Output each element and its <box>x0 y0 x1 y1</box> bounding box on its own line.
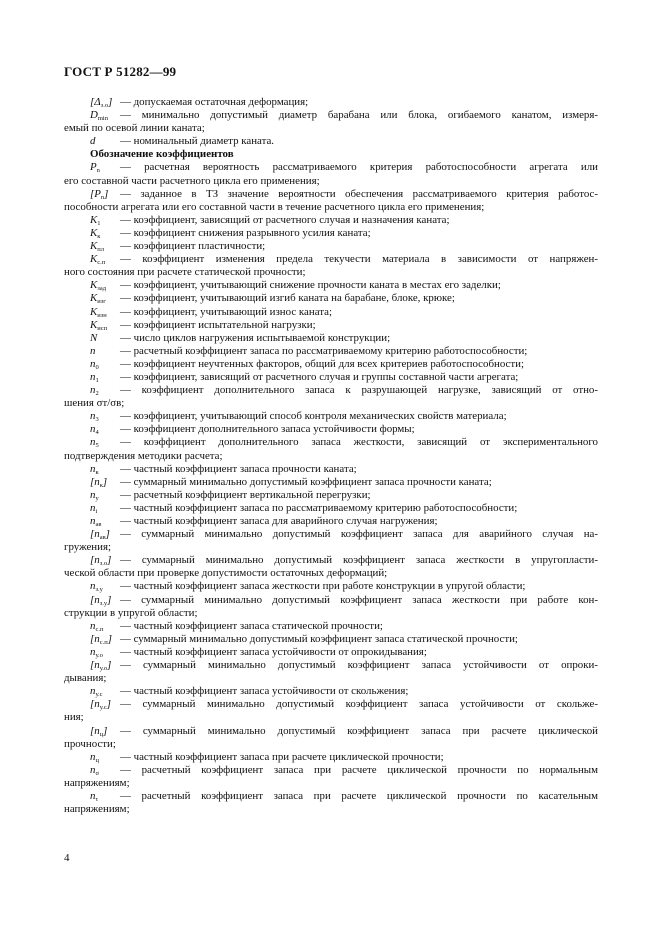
definition-text: — суммарный минимально допустимый коэффициент запаса жесткости в упругопласти- <box>120 554 598 567</box>
definition-text: — коэффициент, учитывающий изгиб каната на барабане, блоке, крюке; <box>120 292 455 305</box>
definition-text: — расчетный коэффициент запаса по рассматриваемому критерию работоспособности; <box>120 344 528 357</box>
definition-text: — коэффициент, зависящий от расчетного случая и группы составной части агрегата; <box>120 370 519 383</box>
definition-text: — коэффициент, учитывающий снижение прочности каната в местах его заделки; <box>120 279 501 292</box>
symbol: $n_0$ <box>90 357 99 371</box>
symbol: $[n_{з.у}]$ <box>90 593 112 607</box>
symbol: $n_{с.п}$ <box>90 619 104 633</box>
definition-text: — коэффициент испытательной нагрузки; <box>120 318 316 331</box>
definition-text: — коэффициент снижения разрывного усилия каната; <box>120 226 371 239</box>
definition-continuation: ческой области при проверке допустимости остаточных деформаций; <box>64 567 388 580</box>
symbol: $[n_{у.с}]$ <box>90 698 112 712</box>
symbol: $n_{у.с}$ <box>90 685 103 699</box>
definition-line <box>64 725 598 738</box>
definition-text: — суммарный минимально допустимый коэффициент запаса при расчете циклической <box>120 724 598 737</box>
definition-line <box>64 345 598 358</box>
definition-text: — частный коэффициент запаса устойчивости от опрокидывания; <box>120 645 427 658</box>
definition-text: — минимально допустимый диаметр барабана или блока, огибаемого канатом, измеря- <box>120 109 598 122</box>
definition-text: — частный коэффициент запаса статической прочности; <box>120 619 383 632</box>
symbol: $n_3$ <box>90 410 99 424</box>
definition-text: — суммарный минимально допустимый коэффициент запаса устойчивости от скольже- <box>120 698 598 711</box>
symbol: $n_1$ <box>90 370 99 384</box>
definition-text: — расчетная вероятность рассматриваемого критерия работоспособности агрегата или <box>120 161 598 174</box>
definition-line <box>64 109 598 122</box>
definition-text: — коэффициент неучтенных факторов, общий для всех критериев работоспособности; <box>120 357 524 370</box>
symbol: $[n_ц]$ <box>90 724 108 738</box>
symbol: $n_i$ <box>90 501 98 515</box>
definition-line <box>64 580 598 593</box>
definition-text: — коэффициент, учитывающий способ контроля механических свойств материала; <box>120 410 507 423</box>
definition-text: — суммарный минимально допустимый коэффициент запаса устойчивости от опроки- <box>120 659 598 672</box>
definition-continuation: прочности; <box>64 737 116 750</box>
definition-text: — расчетный коэффициент запаса при расчете циклической прочности по нормальным <box>120 763 598 776</box>
definition-line <box>64 358 598 371</box>
symbol: $[n_{у.о}]$ <box>90 659 112 673</box>
definition-line <box>64 633 598 646</box>
definition-line <box>64 463 598 476</box>
definition-text: — суммарный минимально допустимый коэффициент запаса для аварийного случая на- <box>120 528 598 541</box>
definition-continuation: шения σт/σв; <box>64 397 125 410</box>
definition-text: — коэффициент дополнительного запаса жесткости, зависящий от экспериментального <box>120 436 598 449</box>
definition-line <box>64 620 598 633</box>
definition-text: — допускаемая остаточная деформация; <box>120 96 309 108</box>
definition-line <box>64 292 598 305</box>
definition-line <box>64 253 598 266</box>
definition-line <box>64 96 598 109</box>
definition-line <box>64 371 598 384</box>
definition-line <box>64 240 598 253</box>
symbol: $K_{исп}$ <box>90 318 108 332</box>
definition-text: — заданное в ТЗ значение вероятности обеспечения рассматриваемого критерия работос- <box>120 187 598 200</box>
definition-text: — коэффициент, учитывающий износ каната; <box>120 305 333 318</box>
symbol: $[\Delta_{з.о}]$ <box>90 96 113 109</box>
definition-line <box>64 528 598 541</box>
definition-line <box>64 502 598 515</box>
symbol: $[n_{с.п}]$ <box>90 632 112 646</box>
definition-continuation: гружения; <box>64 541 111 554</box>
definition-continuation: ния; <box>64 711 84 724</box>
symbol: $n_к$ <box>90 462 99 476</box>
symbol: $[n_{ав}]$ <box>90 528 110 542</box>
definition-continuation: напряжениям; <box>64 803 130 816</box>
definition-text: — частный коэффициент запаса при расчете циклической прочности; <box>120 750 444 763</box>
definition-line <box>64 659 598 672</box>
page-number: 4 <box>64 852 70 864</box>
definition-continuation: ного состояния при расчете статической прочности; <box>64 266 306 279</box>
definition-line <box>64 515 598 528</box>
symbol: $n_{ав}$ <box>90 515 102 528</box>
symbol: $K_1$ <box>90 213 101 227</box>
definition-continuation: пособности агрегата или его составной части в течение расчетного цикла его применения; <box>64 200 485 213</box>
definition-line <box>64 476 598 489</box>
definition-line <box>64 227 598 240</box>
definition-line <box>64 489 598 502</box>
definition-text: — коэффициент дополнительного запаса устойчивости формы; <box>120 423 415 436</box>
definition-text: — частный коэффициент запаса прочности каната; <box>120 462 357 475</box>
definition-line <box>64 279 598 292</box>
definition-text: — суммарный минимально допустимый коэффициент запаса прочности каната; <box>120 475 492 488</box>
symbol: $K_{изг}$ <box>90 292 106 306</box>
symbol: N <box>90 331 98 344</box>
symbol: $n_{у.о}$ <box>90 645 103 659</box>
definition-continuation: напряжениям; <box>64 776 130 789</box>
symbol: n <box>90 344 96 357</box>
symbol: $n_2$ <box>90 384 99 398</box>
symbol: $n_4$ <box>90 423 99 437</box>
definition-text: — суммарный минимально допустимый коэффициент запаса статической прочности; <box>120 632 518 645</box>
symbol: $n_\tau$ <box>90 789 99 803</box>
symbol: $[n_{з.о}]$ <box>90 554 112 568</box>
symbol: $n_{з.у}$ <box>90 580 103 594</box>
definition-line <box>64 332 598 345</box>
definition-line <box>64 790 598 803</box>
definition-continuation: его составной части расчетного цикла его применения; <box>64 174 320 187</box>
definition-text: — расчетный коэффициент запаса при расчете циклической прочности по касательным <box>120 789 598 802</box>
symbol: $n_у$ <box>90 488 99 502</box>
definition-line <box>64 423 598 436</box>
definition-continuation: емый по осевой линии каната; <box>64 122 205 135</box>
definition-text: — частный коэффициент запаса жесткости при работе конструкции в упругой области; <box>120 580 526 593</box>
symbol: $P_n$ <box>90 161 100 175</box>
definition-text: — коэффициент дополнительного запаса к разрушающей нагрузке, зависящий от отно- <box>120 384 598 397</box>
symbol: $n_ц$ <box>90 750 99 764</box>
definition-text: — коэффициент изменения предела текучести материала в зависимости от напряжен- <box>120 253 598 266</box>
symbol: d <box>90 135 96 148</box>
symbol: $[n_к]$ <box>90 475 108 489</box>
definition-text: — коэффициент пластичности; <box>120 240 266 253</box>
definition-line <box>64 306 598 319</box>
definition-line <box>64 685 598 698</box>
symbol: $K_к$ <box>90 226 101 240</box>
definition-continuation: подтверждения методики расчета; <box>64 449 223 462</box>
definition-text: — число циклов нагружения испытываемой конструкции; <box>120 331 391 344</box>
definition-line <box>64 751 598 764</box>
symbol: $K_{пл}$ <box>90 240 104 254</box>
definition-text: — суммарный минимально допустимый коэффициент запаса жесткости при работе кон- <box>120 593 598 606</box>
definition-line <box>64 436 598 449</box>
definition-text: — коэффициент, зависящий от расчетного случая и назначения каната; <box>120 213 450 226</box>
definition-line <box>64 384 598 397</box>
definition-text: — номинальный диаметр каната. <box>120 135 275 148</box>
symbol: $K_{зад}$ <box>90 279 107 293</box>
section-heading: Обозначение коэффициентов <box>90 148 234 161</box>
definition-line <box>64 698 598 711</box>
symbol: $[P_n]$ <box>90 187 109 201</box>
definition-line <box>64 135 598 148</box>
definition-continuation: дывания; <box>64 672 107 685</box>
definition-line <box>64 188 598 201</box>
definition-line <box>64 214 598 227</box>
document-header: ГОСТ Р 51282—99 <box>64 64 177 79</box>
definition-line <box>64 319 598 332</box>
definition-line <box>64 161 598 174</box>
symbol: $D_{min}$ <box>90 109 108 123</box>
definition-line <box>64 646 598 659</box>
definition-text: — частный коэффициент запаса для аварийного случая нагружения; <box>120 515 438 527</box>
definition-text: — частный коэффициент запаса по рассматриваемому критерию работоспособности; <box>120 501 518 514</box>
definition-line <box>64 410 598 423</box>
definition-text: — частный коэффициент запаса устойчивости от скольжения; <box>120 685 409 698</box>
definition-line <box>64 554 598 567</box>
definition-line <box>64 594 598 607</box>
symbol-list <box>64 96 598 816</box>
symbol: $n_5$ <box>90 436 99 450</box>
symbol: $K_{с.п}$ <box>90 253 106 267</box>
definition-continuation: струкции в упругой области; <box>64 606 198 619</box>
symbol: $n_\sigma$ <box>90 763 99 777</box>
symbol: $K_{изн}$ <box>90 305 107 319</box>
definition-text: — расчетный коэффициент вертикальной перегрузки; <box>120 488 371 501</box>
definition-line <box>64 764 598 777</box>
